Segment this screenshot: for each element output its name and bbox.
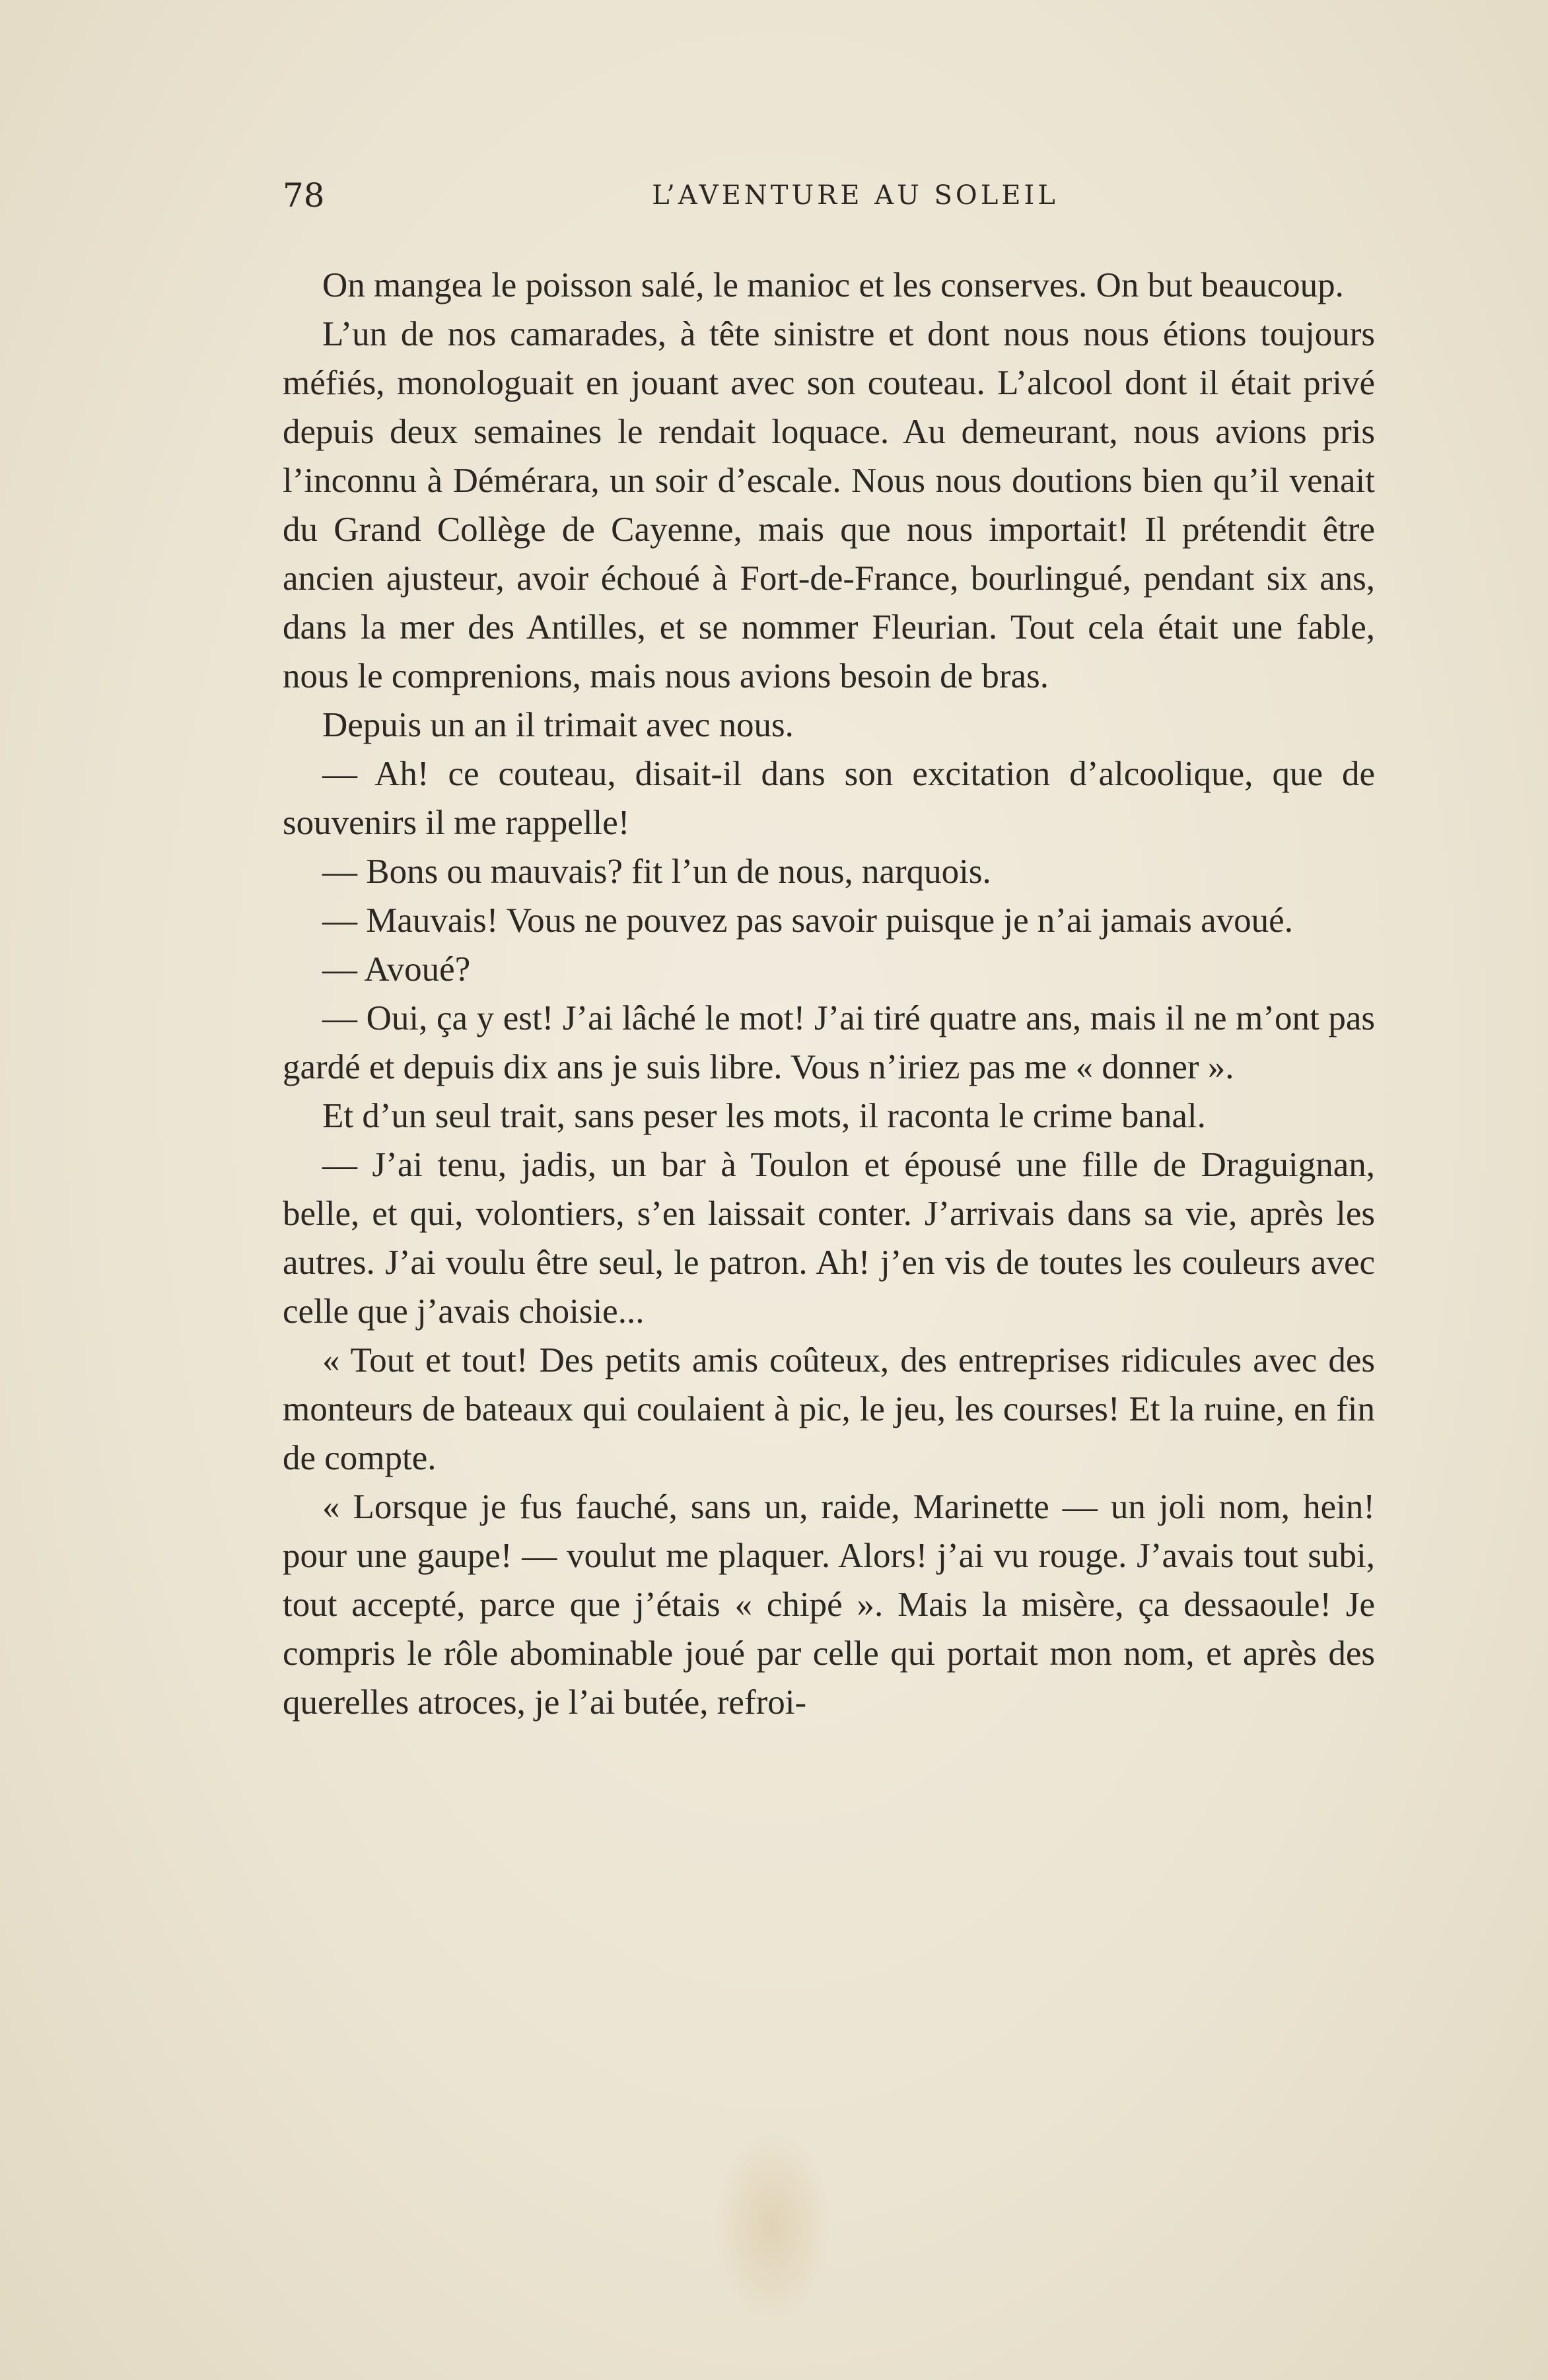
paragraph: On mangea le poisson salé, le manioc et les conserves. On but beaucoup. <box>322 266 1344 304</box>
paragraph: « Lorsque je fus fauché, sans un, raide, Marinette — un joli nom, hein! pour une gaupe! — voulut me plaquer. Alors! j’ai vu rouge. J’avais tout subi, tout accepté, parce que j’étais « chipé ». Mais la misère, ça dessaoule! Je compris le rôle abominable joué par celle qui portait mon nom, et après des querelles atroces, je l’ai butée, refroi- <box>283 1488 1375 1722</box>
paragraph: — Oui, ça y est! J’ai lâché le mot! J’ai tiré quatre ans, mais il ne m’ont pas gardé et depuis dix ans je suis libre. Vous n’iriez pas me « donner ». <box>283 999 1375 1086</box>
paragraph: — Bons ou mauvais? fit l’un de nous, narquois. <box>322 853 991 891</box>
paragraph: « Tout et tout! Des petits amis coûteux, des entreprises ridicules avec des monteurs de bateaux qui coulaient à pic, le jeu, les courses! Et la ruine, en fin de compte. <box>283 1341 1375 1477</box>
page-header <box>283 169 1375 222</box>
body-text <box>283 261 1375 1727</box>
paragraph: — Mauvais! Vous ne pouvez pas savoir puisque je n’ai jamais avoué. <box>322 901 1293 940</box>
paragraph: Et d’un seul trait, sans peser les mots, il raconta le crime banal. <box>322 1097 1206 1135</box>
running-title: L’AVENTURE AU SOLEIL <box>652 180 1059 211</box>
page-number: 78 <box>283 176 325 215</box>
paragraph: — J’ai tenu, jadis, un bar à Toulon et épousé une fille de Draguignan, belle, et qui, volontiers, s’en laissait conter. J’arrivais dans sa vie, après les autres. J’ai voulu être seul, le patron. Ah! j’en vis de toutes les couleurs avec celle que j’avais choisie... <box>283 1146 1375 1331</box>
paragraph: L’un de nos camarades, à tête sinistre et dont nous nous étions toujours méfiés, monologuait en jouant avec son couteau. L’alcool dont il était privé depuis deux semaines le rendait loquace. Au demeurant, nous avions pris l’inconnu à Démérara, un soir d’escale. Nous nous doutions bien qu’il venait du Grand Collège de Cayenne, mais que nous importait! Il prétendit être ancien ajusteur, avoir échoué à Fort-de-France, bourlingué, pendant six ans, dans la mer des Antilles, et se nommer Fleurian. Tout cela était une fable, nous le comprenions, mais nous avions besoin de bras. <box>283 315 1375 695</box>
paragraph: — Ah! ce couteau, disait-il dans son excitation d’alcoolique, que de souvenirs il me rappelle! <box>283 755 1375 842</box>
paragraph: — Avoué? <box>322 950 471 989</box>
paper-stain <box>713 2126 832 2325</box>
paragraph: Depuis un an il trimait avec nous. <box>322 706 794 744</box>
